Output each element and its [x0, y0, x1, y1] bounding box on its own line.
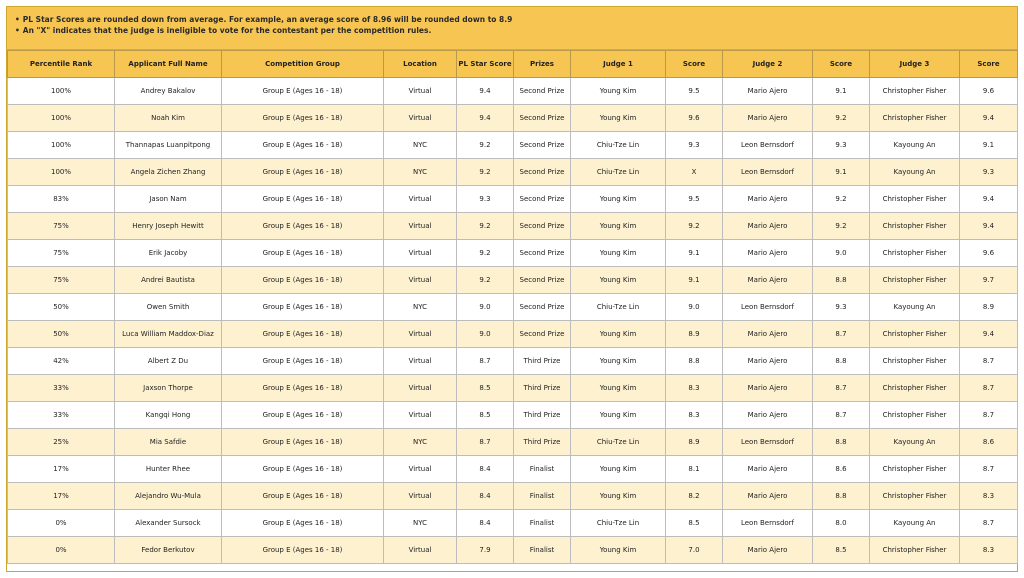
percentile-rank-cell: 100% [8, 132, 115, 159]
judge-2-cell: Mario Ajero [723, 240, 813, 267]
table-row [8, 78, 1018, 105]
applicant-name-cell: Albert Z Du [115, 348, 222, 375]
judge-1-cell: Young Kim [571, 456, 666, 483]
judge-3-score-cell: 9.4 [960, 186, 1018, 213]
table-row [8, 348, 1018, 375]
applicant-name-cell: Jason Nam [115, 186, 222, 213]
header-competition-group: Competition Group [222, 51, 384, 78]
pl-star-score-cell: 9.0 [457, 294, 514, 321]
judge-2-cell: Leon Bernsdorf [723, 159, 813, 186]
judge-2-score-cell: 9.2 [813, 186, 870, 213]
table-row [8, 537, 1018, 564]
applicant-name-cell: Luca William Maddox-Diaz [115, 321, 222, 348]
judge-2-score-cell: 8.7 [813, 375, 870, 402]
competition-group-cell: Group E (Ages 16 - 18) [222, 267, 384, 294]
judge-2-score-cell: 9.3 [813, 294, 870, 321]
judge-3-cell: Christopher Fisher [870, 240, 960, 267]
judge-3-cell: Christopher Fisher [870, 348, 960, 375]
judge-1-score-cell: 9.5 [666, 186, 723, 213]
judge-3-cell: Christopher Fisher [870, 186, 960, 213]
judge-2-score-cell: 8.6 [813, 456, 870, 483]
pl-star-score-cell: 9.0 [457, 321, 514, 348]
judge-3-cell: Christopher Fisher [870, 78, 960, 105]
judge-2-score-cell: 8.8 [813, 429, 870, 456]
applicant-name-cell: Noah Kim [115, 105, 222, 132]
judge-2-score-cell: 8.5 [813, 537, 870, 564]
percentile-rank-cell: 50% [8, 321, 115, 348]
header-judge-3: Judge 3 [870, 51, 960, 78]
bullet-icon: • [15, 26, 20, 35]
judge-3-score-cell: 8.9 [960, 294, 1018, 321]
applicant-name-cell: Erik Jacoby [115, 240, 222, 267]
judge-2-cell: Mario Ajero [723, 213, 813, 240]
pl-star-score-cell: 9.4 [457, 78, 514, 105]
applicant-name-cell: Andrei Bautista [115, 267, 222, 294]
judge-1-score-cell: 9.0 [666, 294, 723, 321]
prize-cell: Second Prize [514, 321, 571, 348]
applicant-name-cell: Fedor Berkutov [115, 537, 222, 564]
judge-2-cell: Mario Ajero [723, 78, 813, 105]
judge-2-cell: Mario Ajero [723, 402, 813, 429]
percentile-rank-cell: 33% [8, 375, 115, 402]
prize-cell: Third Prize [514, 348, 571, 375]
judge-2-score-cell: 8.8 [813, 348, 870, 375]
judge-1-score-cell: 9.5 [666, 78, 723, 105]
judge-2-cell: Leon Bernsdorf [723, 510, 813, 537]
location-cell: Virtual [384, 402, 457, 429]
table-row [8, 402, 1018, 429]
judge-1-score-cell: 7.0 [666, 537, 723, 564]
percentile-rank-cell: 83% [8, 186, 115, 213]
location-cell: Virtual [384, 240, 457, 267]
table-row [8, 429, 1018, 456]
note-text: An "X" indicates that the judge is ineligible to vote for the contestant per the competition rules. [22, 26, 432, 35]
judge-2-score-cell: 8.7 [813, 402, 870, 429]
header-row [8, 51, 1018, 78]
judge-2-cell: Mario Ajero [723, 348, 813, 375]
judge-3-score-cell: 9.3 [960, 159, 1018, 186]
prize-cell: Second Prize [514, 294, 571, 321]
table-row [8, 213, 1018, 240]
prize-cell: Second Prize [514, 78, 571, 105]
judge-3-score-cell: 9.4 [960, 213, 1018, 240]
table-row [8, 159, 1018, 186]
header-judge-2-score: Score [813, 51, 870, 78]
judge-1-score-cell: 9.1 [666, 267, 723, 294]
prize-cell: Finalist [514, 537, 571, 564]
judge-2-cell: Mario Ajero [723, 186, 813, 213]
applicant-name-cell: Henry Joseph Hewitt [115, 213, 222, 240]
judge-3-score-cell: 9.7 [960, 267, 1018, 294]
prize-cell: Finalist [514, 510, 571, 537]
judge-2-cell: Mario Ajero [723, 267, 813, 294]
percentile-rank-cell: 42% [8, 348, 115, 375]
table-row [8, 267, 1018, 294]
competition-group-cell: Group E (Ages 16 - 18) [222, 429, 384, 456]
prize-cell: Second Prize [514, 186, 571, 213]
header-judge-1: Judge 1 [571, 51, 666, 78]
judge-3-cell: Kayoung An [870, 294, 960, 321]
location-cell: Virtual [384, 78, 457, 105]
percentile-rank-cell: 75% [8, 213, 115, 240]
judge-3-score-cell: 8.7 [960, 456, 1018, 483]
judge-1-score-cell: 9.6 [666, 105, 723, 132]
judge-3-cell: Kayoung An [870, 159, 960, 186]
judge-1-score-cell: 8.2 [666, 483, 723, 510]
judge-3-score-cell: 8.7 [960, 348, 1018, 375]
pl-star-score-cell: 7.9 [457, 537, 514, 564]
pl-star-score-cell: 8.5 [457, 375, 514, 402]
judge-1-score-cell: 8.8 [666, 348, 723, 375]
location-cell: Virtual [384, 186, 457, 213]
judge-3-cell: Kayoung An [870, 510, 960, 537]
judge-1-score-cell: 9.1 [666, 240, 723, 267]
judge-1-score-cell: 8.3 [666, 402, 723, 429]
competition-group-cell: Group E (Ages 16 - 18) [222, 132, 384, 159]
location-cell: Virtual [384, 348, 457, 375]
judge-1-cell: Chiu-Tze Lin [571, 159, 666, 186]
header-prizes: Prizes [514, 51, 571, 78]
judge-3-cell: Christopher Fisher [870, 267, 960, 294]
judge-3-score-cell: 8.3 [960, 483, 1018, 510]
judge-3-cell: Christopher Fisher [870, 537, 960, 564]
pl-star-score-cell: 8.7 [457, 429, 514, 456]
judge-1-cell: Chiu-Tze Lin [571, 510, 666, 537]
applicant-name-cell: Alejandro Wu-Mula [115, 483, 222, 510]
competition-group-cell: Group E (Ages 16 - 18) [222, 537, 384, 564]
table-row [8, 510, 1018, 537]
judge-1-cell: Young Kim [571, 348, 666, 375]
competition-group-cell: Group E (Ages 16 - 18) [222, 294, 384, 321]
prize-cell: Second Prize [514, 132, 571, 159]
judge-3-score-cell: 8.7 [960, 510, 1018, 537]
competition-group-cell: Group E (Ages 16 - 18) [222, 321, 384, 348]
judge-3-score-cell: 9.6 [960, 240, 1018, 267]
competition-group-cell: Group E (Ages 16 - 18) [222, 105, 384, 132]
judge-3-cell: Kayoung An [870, 429, 960, 456]
location-cell: NYC [384, 510, 457, 537]
notes-banner [7, 7, 1017, 50]
table-row [8, 321, 1018, 348]
location-cell: Virtual [384, 213, 457, 240]
judge-2-cell: Leon Bernsdorf [723, 132, 813, 159]
judge-3-cell: Christopher Fisher [870, 105, 960, 132]
location-cell: Virtual [384, 537, 457, 564]
location-cell: Virtual [384, 105, 457, 132]
judge-2-cell: Mario Ajero [723, 483, 813, 510]
judge-1-score-cell: 8.1 [666, 456, 723, 483]
judge-1-cell: Young Kim [571, 402, 666, 429]
table-row [8, 132, 1018, 159]
note-line [15, 14, 1017, 25]
judge-1-cell: Young Kim [571, 213, 666, 240]
judge-2-score-cell: 9.1 [813, 78, 870, 105]
header-judge-2: Judge 2 [723, 51, 813, 78]
judge-2-score-cell: 8.8 [813, 267, 870, 294]
judge-3-score-cell: 9.4 [960, 321, 1018, 348]
percentile-rank-cell: 0% [8, 537, 115, 564]
judge-1-cell: Young Kim [571, 267, 666, 294]
competition-group-cell: Group E (Ages 16 - 18) [222, 402, 384, 429]
location-cell: Virtual [384, 321, 457, 348]
location-cell: NYC [384, 294, 457, 321]
percentile-rank-cell: 0% [8, 510, 115, 537]
header-judge-1-score: Score [666, 51, 723, 78]
results-sheet [6, 6, 1018, 572]
pl-star-score-cell: 9.2 [457, 240, 514, 267]
prize-cell: Second Prize [514, 267, 571, 294]
judge-3-score-cell: 8.6 [960, 429, 1018, 456]
table-row [8, 456, 1018, 483]
judge-3-score-cell: 8.3 [960, 537, 1018, 564]
pl-star-score-cell: 8.4 [457, 510, 514, 537]
header-applicant-name: Applicant Full Name [115, 51, 222, 78]
table-row [8, 186, 1018, 213]
judge-2-cell: Mario Ajero [723, 321, 813, 348]
prize-cell: Third Prize [514, 375, 571, 402]
header-judge-3-score: Score [960, 51, 1018, 78]
judge-2-cell: Mario Ajero [723, 456, 813, 483]
judge-2-cell: Mario Ajero [723, 537, 813, 564]
percentile-rank-cell: 100% [8, 105, 115, 132]
judge-2-score-cell: 9.3 [813, 132, 870, 159]
bullet-icon: • [15, 15, 20, 24]
pl-star-score-cell: 9.2 [457, 132, 514, 159]
table-row [8, 483, 1018, 510]
prize-cell: Third Prize [514, 402, 571, 429]
judge-3-cell: Christopher Fisher [870, 483, 960, 510]
table-row [8, 240, 1018, 267]
judge-3-score-cell: 9.1 [960, 132, 1018, 159]
location-cell: Virtual [384, 375, 457, 402]
location-cell: Virtual [384, 483, 457, 510]
competition-group-cell: Group E (Ages 16 - 18) [222, 186, 384, 213]
percentile-rank-cell: 75% [8, 240, 115, 267]
prize-cell: Second Prize [514, 213, 571, 240]
judge-3-score-cell: 9.6 [960, 78, 1018, 105]
competition-group-cell: Group E (Ages 16 - 18) [222, 78, 384, 105]
pl-star-score-cell: 8.4 [457, 483, 514, 510]
judge-1-cell: Young Kim [571, 105, 666, 132]
percentile-rank-cell: 75% [8, 267, 115, 294]
judge-1-score-cell: 9.2 [666, 213, 723, 240]
pl-star-score-cell: 9.3 [457, 186, 514, 213]
pl-star-score-cell: 9.2 [457, 267, 514, 294]
judge-2-cell: Mario Ajero [723, 375, 813, 402]
location-cell: NYC [384, 159, 457, 186]
judge-1-score-cell: X [666, 159, 723, 186]
judge-2-score-cell: 9.2 [813, 105, 870, 132]
prize-cell: Second Prize [514, 240, 571, 267]
judge-1-cell: Young Kim [571, 186, 666, 213]
judge-1-cell: Young Kim [571, 483, 666, 510]
prize-cell: Second Prize [514, 159, 571, 186]
judge-3-cell: Christopher Fisher [870, 213, 960, 240]
judge-2-score-cell: 8.8 [813, 483, 870, 510]
judge-1-cell: Chiu-Tze Lin [571, 132, 666, 159]
competition-group-cell: Group E (Ages 16 - 18) [222, 213, 384, 240]
judge-2-cell: Leon Bernsdorf [723, 429, 813, 456]
location-cell: NYC [384, 132, 457, 159]
judge-1-cell: Young Kim [571, 321, 666, 348]
judge-1-score-cell: 8.5 [666, 510, 723, 537]
prize-cell: Third Prize [514, 429, 571, 456]
header-location: Location [384, 51, 457, 78]
judge-3-score-cell: 9.4 [960, 105, 1018, 132]
competition-group-cell: Group E (Ages 16 - 18) [222, 483, 384, 510]
judge-2-cell: Mario Ajero [723, 105, 813, 132]
competition-group-cell: Group E (Ages 16 - 18) [222, 240, 384, 267]
percentile-rank-cell: 17% [8, 483, 115, 510]
note-line [15, 25, 1017, 36]
judge-1-cell: Chiu-Tze Lin [571, 294, 666, 321]
percentile-rank-cell: 100% [8, 159, 115, 186]
competition-group-cell: Group E (Ages 16 - 18) [222, 159, 384, 186]
judge-1-cell: Chiu-Tze Lin [571, 429, 666, 456]
prize-cell: Finalist [514, 456, 571, 483]
applicant-name-cell: Andrey Bakalov [115, 78, 222, 105]
judge-3-cell: Christopher Fisher [870, 321, 960, 348]
applicant-name-cell: Owen Smith [115, 294, 222, 321]
judge-1-cell: Young Kim [571, 375, 666, 402]
pl-star-score-cell: 8.4 [457, 456, 514, 483]
judge-3-score-cell: 8.7 [960, 375, 1018, 402]
judge-1-cell: Young Kim [571, 78, 666, 105]
location-cell: Virtual [384, 456, 457, 483]
competition-group-cell: Group E (Ages 16 - 18) [222, 348, 384, 375]
table-row [8, 375, 1018, 402]
judge-2-score-cell: 8.7 [813, 321, 870, 348]
judge-1-score-cell: 9.3 [666, 132, 723, 159]
location-cell: NYC [384, 429, 457, 456]
competition-group-cell: Group E (Ages 16 - 18) [222, 375, 384, 402]
pl-star-score-cell: 8.5 [457, 402, 514, 429]
percentile-rank-cell: 50% [8, 294, 115, 321]
judge-2-cell: Leon Bernsdorf [723, 294, 813, 321]
applicant-name-cell: Kangqi Hong [115, 402, 222, 429]
judge-1-cell: Young Kim [571, 240, 666, 267]
table-body [8, 78, 1018, 564]
percentile-rank-cell: 17% [8, 456, 115, 483]
applicant-name-cell: Jaxson Thorpe [115, 375, 222, 402]
judge-2-score-cell: 8.0 [813, 510, 870, 537]
location-cell: Virtual [384, 267, 457, 294]
judge-3-score-cell: 8.7 [960, 402, 1018, 429]
prize-cell: Second Prize [514, 105, 571, 132]
applicant-name-cell: Angela Zichen Zhang [115, 159, 222, 186]
header-pl-star-score: PL Star Score [457, 51, 514, 78]
applicant-name-cell: Alexander Sursock [115, 510, 222, 537]
pl-star-score-cell: 9.2 [457, 213, 514, 240]
percentile-rank-cell: 100% [8, 78, 115, 105]
judge-1-score-cell: 8.9 [666, 429, 723, 456]
results-table [7, 50, 1018, 564]
competition-group-cell: Group E (Ages 16 - 18) [222, 456, 384, 483]
applicant-name-cell: Hunter Rhee [115, 456, 222, 483]
applicant-name-cell: Mia Safdie [115, 429, 222, 456]
percentile-rank-cell: 25% [8, 429, 115, 456]
judge-3-cell: Christopher Fisher [870, 456, 960, 483]
prize-cell: Finalist [514, 483, 571, 510]
table-row [8, 294, 1018, 321]
judge-1-cell: Young Kim [571, 537, 666, 564]
judge-1-score-cell: 8.3 [666, 375, 723, 402]
header-percentile-rank: Percentile Rank [8, 51, 115, 78]
judge-3-cell: Christopher Fisher [870, 375, 960, 402]
competition-group-cell: Group E (Ages 16 - 18) [222, 510, 384, 537]
judge-2-score-cell: 9.0 [813, 240, 870, 267]
note-text: PL Star Scores are rounded down from average. For example, an average score of 8.96 will be rounded down to 8.9 [22, 15, 513, 24]
judge-1-score-cell: 8.9 [666, 321, 723, 348]
pl-star-score-cell: 8.7 [457, 348, 514, 375]
pl-star-score-cell: 9.2 [457, 159, 514, 186]
judge-3-cell: Kayoung An [870, 132, 960, 159]
percentile-rank-cell: 33% [8, 402, 115, 429]
judge-2-score-cell: 9.2 [813, 213, 870, 240]
pl-star-score-cell: 9.4 [457, 105, 514, 132]
judge-2-score-cell: 9.1 [813, 159, 870, 186]
judge-3-cell: Christopher Fisher [870, 402, 960, 429]
table-row [8, 105, 1018, 132]
applicant-name-cell: Thannapas Luanpitpong [115, 132, 222, 159]
